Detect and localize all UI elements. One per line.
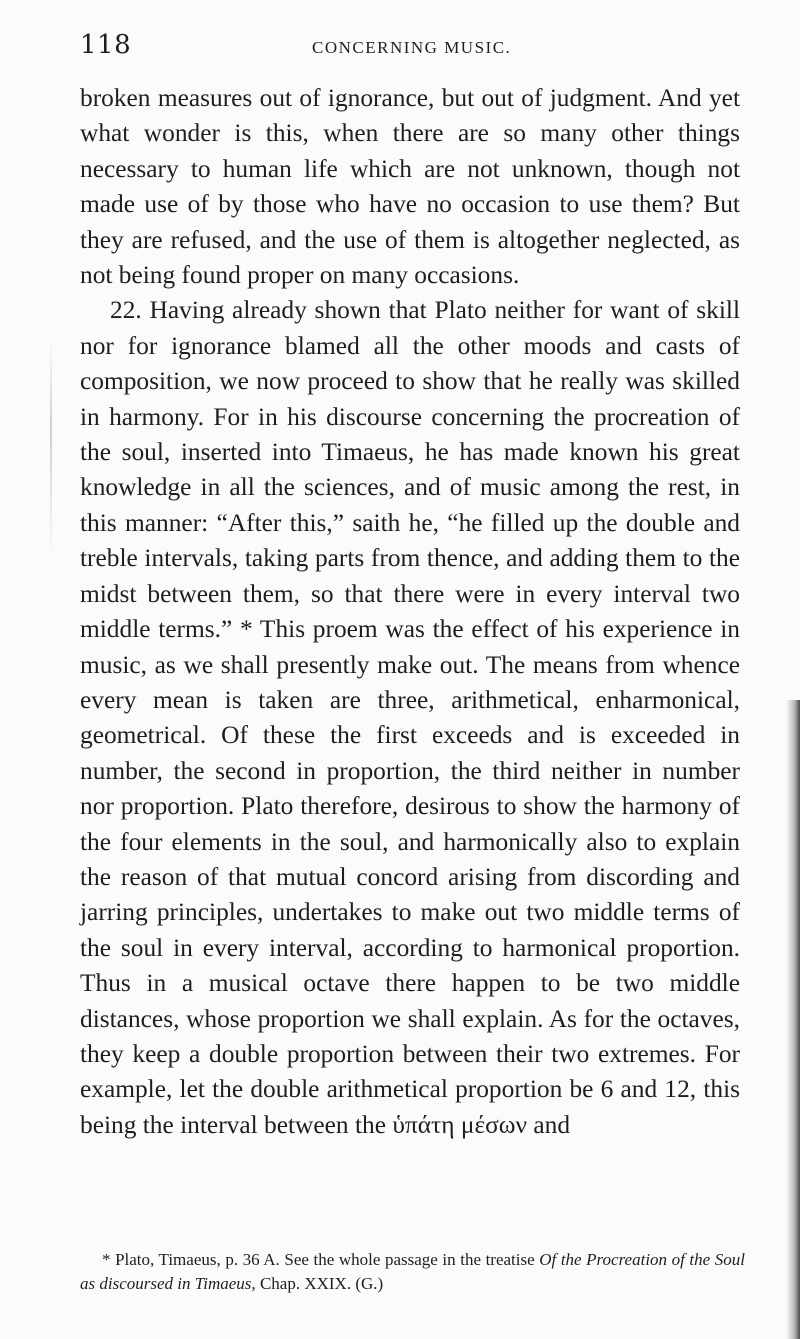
footnote-lead: * Plato, Timaeus, p. 36 A. See the whole passage in the treatise xyxy=(102,1250,540,1269)
paragraph-continuation: broken measures out of ignorance, but out of judgment. And yet what wonder is this, when there are so many other things necessary to human life which are not unknown, though not made use of by those who have no occasion to use them? But they are refused, and the use of them is altogether neglected, as not being found proper on many occasions. xyxy=(80,84,740,290)
footnote-italic-title: Of the Procreation of the Soul as discoursed in Timaeus, xyxy=(80,1250,745,1293)
paragraph-section-22: 22. Having already shown that Plato neither for want of skill nor for ignorance blamed all the other moods and casts of composition, we now proceed to show that he really was skilled in harmony. For in his discourse concerning the procreation of the soul, inserted into Timaeus, he has made known his great knowledge in all the sciences, and of music among the rest, in this manner: “After this,” saith he, “he filled up the double and treble intervals, taking parts from thence, and adding them to the midst between them, so that there were in every interval two middle terms.” * This proem was the effect of his experience in music, as we shall presently make out. The means from whence every mean is taken are three, arithmetical, enharmonical, geometrical. Of these the first exceeds and is exceeded in number, the second in proportion, the third neither in number nor proportion. Plato therefore, desirous to show the harmony of the four elements in the soul, and harmonically also to explain the reason of that mutual concord arising from discording and jarring principles, undertakes to make out two middle terms of the soul in every interval, according to harmonical proportion. Thus in a musical octave there happen to be two middle distances, whose proportion we shall explain. As for the octaves, they keep a double proportion between their two extremes. For example, let the double arithmetical proportion be 6 and 12, this being the interval between the ὑπάτη μέσων and xyxy=(80,296,740,1139)
running-head xyxy=(80,30,750,66)
margin-pencil-mark xyxy=(50,340,52,560)
page-edge-shadow xyxy=(786,700,800,1339)
body-text xyxy=(80,81,740,1143)
footnote xyxy=(80,1248,745,1296)
footnote-tail: Chap. XXIX. (G.) xyxy=(255,1274,384,1293)
running-title: CONCERNING MUSIC. xyxy=(312,38,512,57)
page-number: 118 xyxy=(80,30,132,60)
